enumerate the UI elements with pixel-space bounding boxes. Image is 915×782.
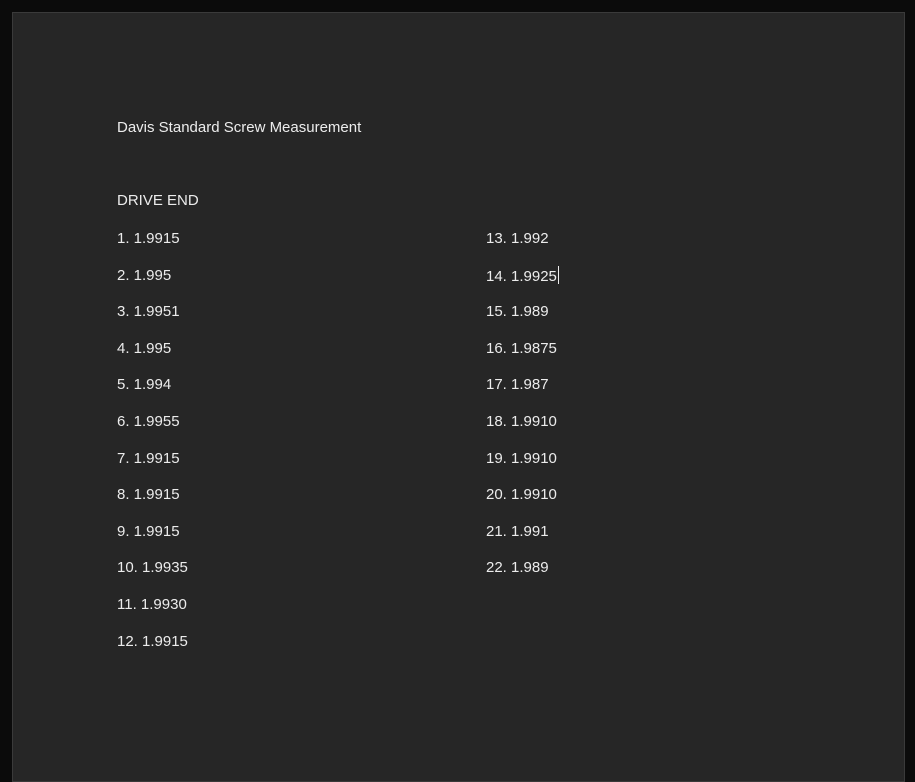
measurement-list-right <box>486 229 559 595</box>
measurement-list-left <box>117 229 188 668</box>
measurement-item: 17. 1.987 <box>486 376 549 394</box>
measurement-item: 4. 1.995 <box>117 339 172 357</box>
measurement-item: 3. 1.9951 <box>117 303 180 321</box>
measurement-item: 22. 1.989 <box>486 559 549 577</box>
measurement-item: 7. 1.9915 <box>117 449 180 467</box>
measurement-item: 19. 1.9910 <box>486 449 557 467</box>
document-title: Davis Standard Screw Measurement <box>117 119 362 136</box>
measurement-item: 15. 1.989 <box>486 303 549 321</box>
measurement-item: 1. 1.9915 <box>117 230 180 247</box>
measurement-item: 11. 1.9930 <box>117 595 187 613</box>
measurement-item: 6. 1.9955 <box>117 412 180 430</box>
measurement-item: 9. 1.9915 <box>117 522 180 540</box>
measurement-item: 13. 1.992 <box>486 230 549 247</box>
measurement-item: 12. 1.9915 <box>117 632 188 650</box>
measurement-item: 16. 1.9875 <box>486 339 557 357</box>
text-cursor <box>558 266 559 284</box>
measurement-item: 20. 1.9910 <box>486 486 557 504</box>
measurement-item: 5. 1.994 <box>117 376 172 394</box>
measurement-item: 10. 1.9935 <box>117 559 188 577</box>
measurement-item: 21. 1.991 <box>486 522 549 540</box>
measurement-item-active[interactable] <box>486 266 559 303</box>
section-heading: DRIVE END <box>117 192 199 209</box>
measurement-item: 18. 1.9910 <box>486 412 557 430</box>
document-page[interactable] <box>12 12 905 782</box>
measurement-item-text: 14. 1.9925 <box>486 267 557 285</box>
measurement-item: 2. 1.995 <box>117 266 172 284</box>
measurement-item: 8. 1.9915 <box>117 486 180 504</box>
